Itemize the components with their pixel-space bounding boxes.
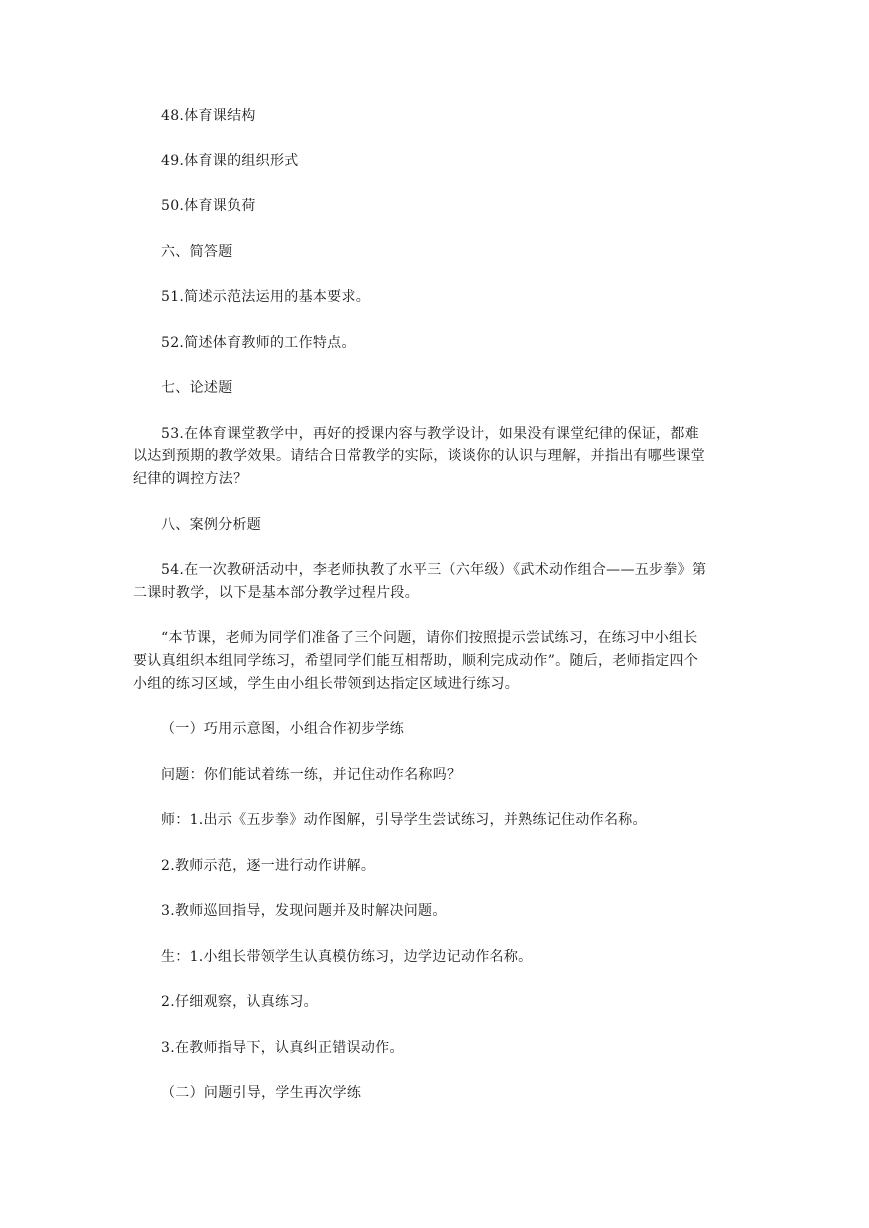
question-prompt: 问题：你们能试着练一练，并记住动作名称吗？: [161, 767, 462, 783]
teacher-step-1: 师：1.出示《五步拳》动作图解，引导学生尝试练习，并熟练记住动作名称。: [161, 812, 647, 828]
student-step-1: 生：1.小组长带领学生认真模仿练习，边学边记动作名称。: [161, 949, 533, 965]
student-step-2: 2.仔细观察，认真练习。: [161, 994, 318, 1010]
question-53-line-1: 53.在体育课堂教学中，再好的授课内容与教学设计，如果没有课堂纪律的保证，都难: [161, 426, 699, 442]
question-53-line-3: 纪律的调控方法？: [133, 471, 248, 487]
teacher-step-2: 2.教师示范，逐一进行动作讲解。: [161, 858, 376, 874]
question-52: 52.简述体育教师的工作特点。: [161, 335, 356, 351]
quote-line-2: 要认真组织本组同学练习，希望同学们能互相帮助，顺利完成动作”。随后，老师指定四个: [133, 653, 699, 669]
section-heading-8: 八、案例分析题: [161, 517, 262, 533]
question-51: 51.简述示范法运用的基本要求。: [161, 289, 371, 305]
term-48: 48.体育课结构: [161, 108, 256, 124]
question-53-line-2: 以达到预期的教学效果。请结合日常教学的实际，谈谈你的认识与理解，并指出有哪些课堂: [133, 448, 705, 464]
term-49: 49.体育课的组织形式: [161, 153, 299, 169]
section-heading-6: 六、简答题: [161, 244, 233, 260]
question-54-line-2: 二课时教学，以下是基本部分教学过程片段。: [133, 585, 419, 601]
part-1-title: （一）巧用示意图，小组合作初步学练: [161, 721, 405, 737]
part-2-title: （二）问题引导，学生再次学练: [161, 1085, 362, 1101]
quote-line-1: “本节课，老师为同学们准备了三个问题，请你们按照提示尝试练习，在练习中小组长: [161, 630, 698, 646]
student-step-3: 3.在教师指导下，认真纠正错误动作。: [161, 1040, 404, 1056]
quote-line-3: 小组的练习区域，学生由小组长带领到达指定区域进行练习。: [133, 676, 520, 692]
term-50: 50.体育课负荷: [161, 198, 256, 214]
section-heading-7: 七、论述题: [161, 380, 233, 396]
teacher-step-3: 3.教师巡回指导，发现问题并及时解决问题。: [161, 903, 447, 919]
question-54-line-1: 54.在一次教研活动中，李老师执教了水平三（六年级）《武术动作组合——五步拳》第: [161, 562, 707, 578]
